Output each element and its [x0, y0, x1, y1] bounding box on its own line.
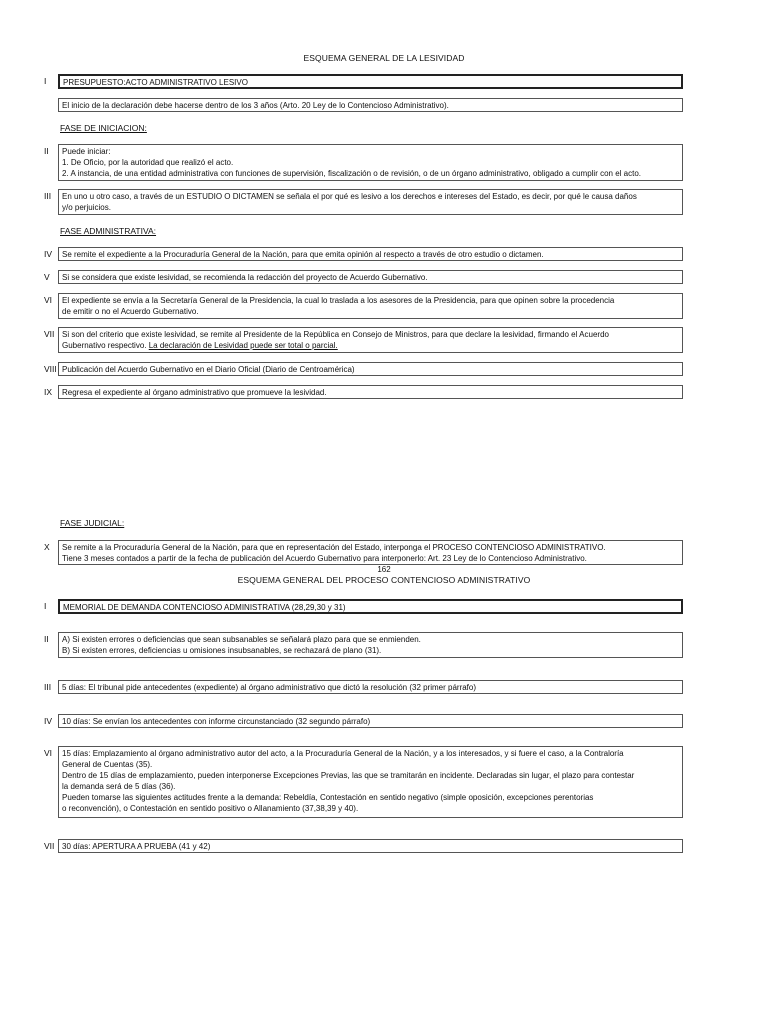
- box-line: Pueden tomarse las siguientes actitudes frente a la demanda: Rebeldía, Contestación en sentido negativo (simple oposición, excepciones perentorias: [62, 793, 594, 802]
- contencioso-step-vii-box: [58, 839, 683, 853]
- item-number: VII: [44, 841, 55, 851]
- item-number: IV: [44, 716, 53, 726]
- scheme1-title: ESQUEMA GENERAL DE LA LESIVIDAD: [303, 53, 465, 63]
- item-number: VIII: [44, 364, 57, 374]
- box-line: En uno u otro caso, a través de un ESTUDIO O DICTAMEN se señala el por qué es lesivo a los derechos e intereses del Estado, es decir, por qué le causa daños: [62, 192, 637, 201]
- box-line: PRESUPUESTO:ACTO ADMINISTRATIVO LESIVO: [63, 78, 248, 87]
- item-number: V: [44, 272, 50, 282]
- lesividad-step-x-box: [58, 540, 683, 565]
- lesividad-step-vii-box: [58, 327, 683, 353]
- item-number: IV: [44, 249, 53, 259]
- box-line: Tiene 3 meses contados a partir de la fecha de publicación del Acuerdo Gubernativo para interponerlo: Art. 23 Ley de lo Contencioso Administrativo.: [62, 554, 587, 563]
- box-line: B) Si existen errores, deficiencias u omisiones insubsanables, se rechazará de plano (31).: [62, 646, 382, 655]
- underlined-note: La declaración de Lesividad puede ser total o parcial.: [148, 341, 338, 350]
- box-line: 2. A instancia, de una entidad administrativa con funciones de supervisión, fiscalización o de revisión, o de un órgano administrativo, obligado a cumplir con el acto.: [62, 169, 642, 178]
- item-number: II: [44, 146, 49, 156]
- box-line-text: Gubernativo respectivo.: [62, 341, 147, 350]
- box-line: Publicación del Acuerdo Gubernativo en el Diario Oficial (Diario de Centroamérica): [62, 365, 355, 374]
- box-line: Puede iniciar:: [62, 147, 111, 156]
- heading-fase-judicial: FASE JUDICIAL:: [60, 518, 125, 528]
- box-line: 10 días: Se envían los antecedentes con informe circunstanciado (32 segundo párrafo): [62, 717, 371, 726]
- lesividad-step-iii-box: [58, 189, 683, 215]
- box-line-mixed: [62, 340, 679, 351]
- box-line: 5 días: El tribunal pide antecedentes (expediente) al órgano administrativo que dictó la resolución (32 primer párrafo): [62, 683, 477, 692]
- contencioso-step-iii-box: [58, 680, 683, 694]
- contencioso-demanda-box: [58, 599, 683, 614]
- box-line: Si se considera que existe lesividad, se recomienda la redacción del proyecto de Acuerdo Gubernativo.: [62, 273, 428, 282]
- item-number: VII: [44, 329, 55, 339]
- item-number: VI: [44, 748, 53, 758]
- scheme2-title: ESQUEMA GENERAL DEL PROCESO CONTENCIOSO ADMINISTRATIVO: [237, 575, 531, 585]
- box-line: MEMORIAL DE DEMANDA CONTENCIOSO ADMINISTRATIVA (28,29,30 y 31): [63, 603, 346, 612]
- box-line: y/o perjuicios.: [62, 203, 111, 212]
- box-line: de emitir o no el Acuerdo Gubernativo.: [62, 307, 199, 316]
- lesividad-step-ix-box: [58, 385, 683, 399]
- item-number: III: [44, 191, 52, 201]
- box-line: Se remite a la Procuraduría General de la Nación, para que en representación del Estado, interponga el PROCESO CONTENCIOSO ADMINISTRATIVO.: [62, 543, 606, 552]
- box-line: Dentro de 15 días de emplazamiento, pueden interponerse Excepciones Previas, las que se tramitarán en incidente. Declaradas sin lugar, el plazo para contestar: [62, 771, 635, 780]
- box-line: o reconvención), o Contestación en sentido positivo o Allanamiento (37,38,39 y 40).: [62, 804, 359, 813]
- item-number: I: [44, 76, 47, 86]
- contencioso-step-iv-box: [58, 714, 683, 728]
- contencioso-step-vi-box: [58, 746, 683, 818]
- lesividad-plazo-box: [58, 98, 683, 112]
- item-number: III: [44, 682, 52, 692]
- box-line: 30 días: APERTURA A PRUEBA (41 y 42): [62, 842, 211, 851]
- box-line: El inicio de la declaración debe hacerse dentro de los 3 años (Arto. 20 Ley de lo Contencioso Administrativo).: [62, 101, 449, 110]
- item-number: II: [44, 634, 49, 644]
- box-line: Si son del criterio que existe lesividad, se remite al Presidente de la República en Consejo de Ministros, para que declare la lesividad, firmando el Acuerdo: [62, 330, 609, 339]
- lesividad-step-vi-box: [58, 293, 683, 319]
- box-line: Regresa el expediente al órgano administrativo que promueve la lesividad.: [62, 388, 327, 397]
- item-number: VI: [44, 295, 53, 305]
- lesividad-step-iv-box: [58, 247, 683, 261]
- box-line: General de Cuentas (35).: [62, 760, 153, 769]
- contencioso-step-ii-box: [58, 632, 683, 658]
- item-number: IX: [44, 387, 53, 397]
- box-line: A) Si existen errores o deficiencias que sean subsanables se señalará plazo para que se enmienden.: [62, 635, 421, 644]
- box-line: 1. De Oficio, por la autoridad que realizó el acto.: [62, 158, 234, 167]
- item-number: I: [44, 601, 47, 611]
- item-number: X: [44, 542, 50, 552]
- lesividad-step-viii-box: [58, 362, 683, 376]
- box-line: El expediente se envía a la Secretaría General de la Presidencia, la cual lo traslada a los asesores de la Presidencia, para que opinen sobre la procedencia: [62, 296, 615, 305]
- box-line: Se remite el expediente a la Procuraduría General de la Nación, para que emita opinión al respecto a través de otro estudio o dictamen.: [62, 250, 544, 259]
- heading-fase-iniciacion: FASE DE INICIACION:: [60, 123, 147, 133]
- page-number: 162: [377, 565, 391, 574]
- lesividad-presupuesto-box: [58, 74, 683, 89]
- box-line: 15 días: Emplazamiento al órgano administrativo autor del acto, a la Procuraduría General de la Nación, y a los interesados, y si fuere el caso, a la Contraloría: [62, 749, 624, 758]
- heading-fase-administrativa: FASE ADMINISTRATIVA:: [60, 226, 157, 236]
- lesividad-step-ii-box: [58, 144, 683, 181]
- lesividad-step-v-box: [58, 270, 683, 284]
- box-line: la demanda será de 5 días (36).: [62, 782, 176, 791]
